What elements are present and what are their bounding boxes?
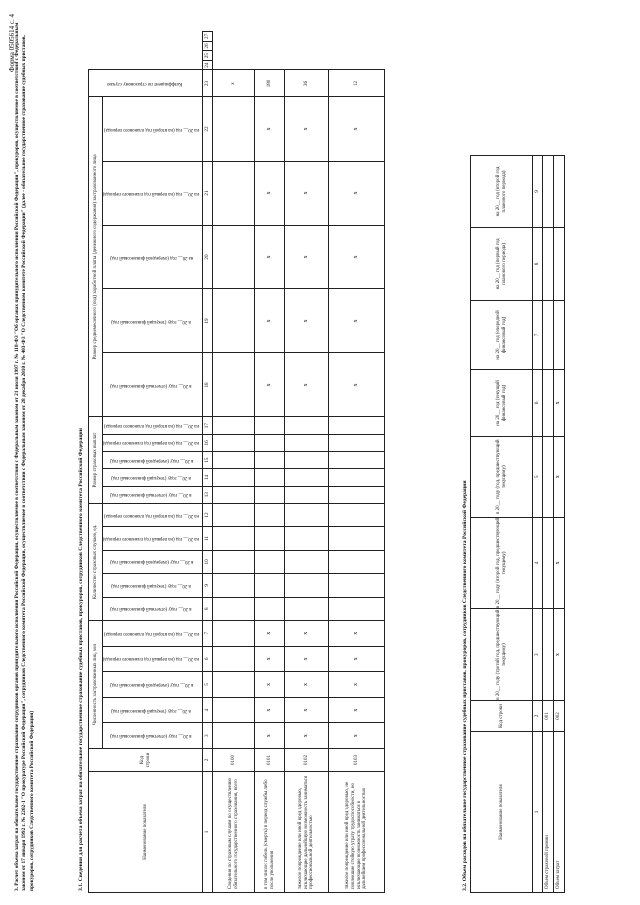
table-cell xyxy=(213,434,255,451)
table-cell xyxy=(554,228,565,301)
table-cell: x xyxy=(329,620,385,646)
table-cell: x xyxy=(255,620,285,646)
table-cell xyxy=(329,503,385,526)
t2-column-number: 1 xyxy=(533,732,543,893)
row-coefficient: 180 xyxy=(255,70,285,97)
table-cell: x xyxy=(285,289,329,353)
table-cell xyxy=(285,597,329,620)
table-cell xyxy=(543,228,554,301)
table-cell xyxy=(213,353,255,417)
section-3-1-title: 3.1. Сведения для расчета объема затрат на обязательное государственное страхование судебных приставов, прокуроров, сотрудников Следственного комитета Российской Федерации xyxy=(78,428,84,891)
table-cell xyxy=(329,417,385,434)
table-cell: x xyxy=(329,672,385,698)
table-cell xyxy=(285,417,329,434)
t1-period-header: в 20__ году (очередной финансовый год) xyxy=(103,672,203,698)
t2-column-number: 3 xyxy=(533,609,543,701)
table-row xyxy=(554,156,565,893)
table-cell xyxy=(329,452,385,469)
table-cell xyxy=(543,370,554,437)
table-cell: x xyxy=(285,161,329,225)
section-3-2-title: 3.2. Объем расходов на обязательное государственное страхование судебных приставов, прокуроров, сотрудников Следственного комитета Российской Федерации xyxy=(462,480,468,891)
table-cell xyxy=(543,156,554,228)
t2-column-number: 2 xyxy=(533,701,543,732)
t2-column-number: 9 xyxy=(533,156,543,228)
form-number: Форма 0505614 с. 4 xyxy=(8,14,16,73)
t1-column-number: 9 xyxy=(203,574,213,597)
table-cell: x xyxy=(285,646,329,672)
row-code: 0100 xyxy=(213,749,255,772)
table-cell: x xyxy=(255,161,285,225)
t2-column-number: 4 xyxy=(533,517,543,609)
t1-period-header: на 20__ год (на второй год планового периода) xyxy=(103,620,203,646)
table-row xyxy=(543,156,554,893)
t1-period-header: в 20__ году (отчетный финансовый год) xyxy=(103,353,203,417)
t1-column-number: 19 xyxy=(203,289,213,353)
t2-column-header: на 20__ год (очередной финансовый год) xyxy=(471,300,533,369)
t1-period-header: в 20__ году (текущий финансовый год) xyxy=(103,697,203,723)
table-cell: x xyxy=(285,672,329,698)
table-cell: x xyxy=(285,225,329,289)
t1-column-number: 17 xyxy=(203,417,213,434)
table-cell xyxy=(285,574,329,597)
table-cell xyxy=(213,289,255,353)
table-cell xyxy=(213,97,255,161)
t1-column-number: 18 xyxy=(203,353,213,417)
table-cell xyxy=(255,597,285,620)
table-cell xyxy=(554,156,565,228)
table-cell xyxy=(543,436,554,517)
t1-period-header: в 20__ году (отчетный финансовый год) xyxy=(103,486,203,503)
table-cell xyxy=(213,527,255,550)
row-coefficient: x xyxy=(213,70,255,97)
t1-column-number: 27 xyxy=(203,32,213,42)
table-cell: x xyxy=(285,353,329,417)
table-cell xyxy=(285,469,329,486)
table-cell xyxy=(329,434,385,451)
t2-column-header: в 20__ году (третий год, предшествующий текущему) xyxy=(471,609,533,701)
t1-period-header: в 20__ году (очередной финансовый год) xyxy=(103,452,203,469)
table-cell: x xyxy=(329,697,385,723)
table-cell xyxy=(213,574,255,597)
t1-column-number: 21 xyxy=(203,161,213,225)
t1-column-number: 15 xyxy=(203,452,213,469)
t1-column-number: 23 xyxy=(203,70,213,97)
t1-column-number: 26 xyxy=(203,41,213,51)
t1-group-cases: Количество страховых случаев, ед. xyxy=(89,503,103,620)
table-cell xyxy=(285,434,329,451)
t1-period-header: на 20__ год (на первый год планового периода) xyxy=(103,161,203,225)
table-cell xyxy=(329,597,385,620)
t1-column-number: 13 xyxy=(203,486,213,503)
t1-column-number: 25 xyxy=(203,51,213,61)
table-cell xyxy=(213,646,255,672)
table-cell xyxy=(213,161,255,225)
row-name: Сведения по страховым случаям по осуществлению обязательного государственного страхования, всего xyxy=(213,772,255,893)
table-cell xyxy=(543,300,554,369)
t1-period-header: на 20__ год (на первый год планового периода) xyxy=(103,434,203,451)
table-cell: x xyxy=(554,370,565,437)
row-name: в том числе: гибель (смерть) в период службы либо после увольнения xyxy=(255,772,285,893)
t1-period-header: в 20__ году (текущий финансовый год) xyxy=(103,469,203,486)
t1-period-header: на 20__ год (на второй год планового периода) xyxy=(103,503,203,526)
table-row xyxy=(255,32,285,893)
table-cell: x xyxy=(554,517,565,609)
table-cell: x xyxy=(255,225,285,289)
table-cell xyxy=(285,452,329,469)
t1-column-number: 4 xyxy=(203,697,213,723)
t1-period-header: на 20__ год (очередной финансовый год) xyxy=(103,225,203,289)
t1-period-header: на 20__ год (на первый год планового периода) xyxy=(103,646,203,672)
table-cell: x xyxy=(285,97,329,161)
table-cell xyxy=(213,469,255,486)
table-row xyxy=(329,32,385,893)
t1-period-header: в 20__ году (текущий финансовый год) xyxy=(103,289,203,353)
table-cell: x xyxy=(255,353,285,417)
table-cell xyxy=(213,486,255,503)
t1-column-number: 11 xyxy=(203,527,213,550)
table-cell: x xyxy=(329,161,385,225)
t2-code-header: Код строки xyxy=(471,701,533,732)
t1-column-number: 10 xyxy=(203,550,213,573)
table-cell xyxy=(213,620,255,646)
table-cell xyxy=(285,527,329,550)
table-cell xyxy=(213,723,255,749)
t1-period-header: в 20__ году (очередной финансовый год) xyxy=(103,550,203,573)
table-cell xyxy=(255,503,285,526)
t2-column-header: на 20__ год (текущий финансовый год) xyxy=(471,370,533,437)
t1-column-number: 24 xyxy=(203,60,213,70)
t1-group-salary: Размер среднемесячного (под) заработной платы (денежного содержания) застрахованного лица xyxy=(89,97,103,417)
table-cell xyxy=(213,672,255,698)
table-cell xyxy=(255,452,285,469)
table-cell xyxy=(255,574,285,597)
table-3-1 xyxy=(88,31,385,893)
table-cell: x xyxy=(285,697,329,723)
table-cell xyxy=(255,550,285,573)
t1-column-number: 5 xyxy=(203,672,213,698)
table-cell xyxy=(285,486,329,503)
row-code: 0102 xyxy=(285,749,329,772)
table-row xyxy=(213,32,255,893)
table-cell xyxy=(213,597,255,620)
table-cell xyxy=(329,527,385,550)
table-cell xyxy=(213,452,255,469)
t1-column-number: 14 xyxy=(203,469,213,486)
t1-column-number: 7 xyxy=(203,620,213,646)
t1-period-header: на 20__ год (на первый год планового периода) xyxy=(103,527,203,550)
table-cell xyxy=(329,469,385,486)
t1-column-number: 22 xyxy=(203,97,213,161)
t1-group-payments: Размер страховых выплат xyxy=(89,417,103,503)
t1-name-header: Наименование показателя xyxy=(89,772,203,893)
table-cell: x xyxy=(255,672,285,698)
row-code: 002 xyxy=(554,701,565,732)
t1-period-header: в 20__ году (отчетный финансовый год) xyxy=(103,597,203,620)
table-cell: x xyxy=(329,97,385,161)
t1-period-header: в 20__ году (текущий финансовый год) xyxy=(103,574,203,597)
row-code: 0103 xyxy=(329,749,385,772)
t1-coef-header: Коэффициент по страховому случаю xyxy=(89,70,203,97)
t2-column-number: 8 xyxy=(533,228,543,301)
table-cell: x xyxy=(554,609,565,701)
t1-column-number: 2 xyxy=(203,749,213,772)
row-code: 0101 xyxy=(255,749,285,772)
t1-period-header: в 20__ году (отчетный финансовый год) xyxy=(103,723,203,749)
table-cell xyxy=(329,550,385,573)
table-cell xyxy=(285,503,329,526)
table-cell xyxy=(285,550,329,573)
table-3-2 xyxy=(470,155,565,893)
table-cell: x xyxy=(329,353,385,417)
table-cell: x xyxy=(255,97,285,161)
table-cell xyxy=(329,574,385,597)
table-cell: x xyxy=(329,289,385,353)
table-cell xyxy=(213,225,255,289)
row-code: 001 xyxy=(543,701,554,732)
table-cell xyxy=(255,434,285,451)
table-cell xyxy=(329,486,385,503)
row-name: тяжелое повреждение или иной вред здоровью, исключающие дальнейшую возможность заниматься профессиональной деятельностью xyxy=(285,772,329,893)
table-cell xyxy=(213,417,255,434)
table-cell: x xyxy=(329,723,385,749)
row-name: Объем затрат xyxy=(554,732,565,893)
t1-group-headcount: Численность застрахованных лиц, чел xyxy=(89,620,103,748)
table-cell xyxy=(255,527,285,550)
table-row xyxy=(285,32,329,893)
t2-name-header: Наименование показателя xyxy=(471,732,533,893)
section-3-title: 3. Расчет объема затрат на обязательное государственное страхование сотрудников органов принудительного исполнения Российской Федерации, осуществляемое в соответствии с Федеральным законом от 21 июля 1997 г. № 118-ФЗ "Об органах принудительного исполнения Российской Федерации", прокуроров, осуществляемое в соответствии с Федеральным законом от 17 января 1992 г. № 2202-1 "О прокуратуре Российской Федерации", сотрудников Следственного комитета Российской Федерации, осуществляемое в соответствии с Федеральным законом от 28 декабря 2010 г. № 403-ФЗ "О Следственном комитете Российской Федерации" (далее - обязательное государственное страхование судебных приставов, прокуроров, сотрудников Следственного комитета Российской Федерации) xyxy=(14,22,35,891)
row-coefficient: 36 xyxy=(285,70,329,97)
table-cell: x xyxy=(554,436,565,517)
table-cell xyxy=(213,503,255,526)
table-cell xyxy=(543,517,554,609)
t2-column-number: 5 xyxy=(533,436,543,517)
t1-column-number: 1 xyxy=(203,772,213,893)
table-cell: x xyxy=(329,225,385,289)
row-name: тяжелое повреждение или иной вред здоровью, не повлекшие стойкую утрату трудоспособности, но исключающие возможность заниматься в дальнейшем профессиональной деятельностью xyxy=(329,772,385,893)
t1-column-number: 16 xyxy=(203,434,213,451)
table-cell xyxy=(255,417,285,434)
t2-column-header: на 20__ год (первый год планового периода) xyxy=(471,228,533,301)
table-cell: x xyxy=(255,723,285,749)
table-cell xyxy=(255,469,285,486)
table-cell: x xyxy=(255,697,285,723)
t2-column-number: 6 xyxy=(533,370,543,437)
table-cell xyxy=(213,697,255,723)
t1-column-number: 3 xyxy=(203,723,213,749)
table-cell xyxy=(554,300,565,369)
t2-column-header: на 20__ год (второй год планового периода) xyxy=(471,156,533,228)
table-cell: x xyxy=(329,646,385,672)
table-cell xyxy=(543,609,554,701)
row-coefficient: 12 xyxy=(329,70,385,97)
t1-period-header: на 20__ год (на второй год планового периода) xyxy=(103,97,203,161)
t2-column-header: в 20__ году (второй год, предшествующий текущему) xyxy=(471,517,533,609)
table-cell: x xyxy=(255,289,285,353)
table-cell: x xyxy=(285,620,329,646)
t1-code-header: Код строки xyxy=(89,749,203,772)
table-cell: x xyxy=(285,723,329,749)
t2-column-header: в 20__ году (год, предшествующий текущему) xyxy=(471,436,533,517)
t2-column-number: 7 xyxy=(533,300,543,369)
table-cell xyxy=(213,550,255,573)
t1-column-number: 20 xyxy=(203,225,213,289)
table-cell xyxy=(255,486,285,503)
t1-period-header: на 20__ год (на второй год планового периода) xyxy=(103,417,203,434)
t1-column-number: 8 xyxy=(203,597,213,620)
row-name: Объем страховой премии xyxy=(543,732,554,893)
t1-column-number: 6 xyxy=(203,646,213,672)
table-cell: x xyxy=(255,646,285,672)
t1-column-number: 12 xyxy=(203,503,213,526)
